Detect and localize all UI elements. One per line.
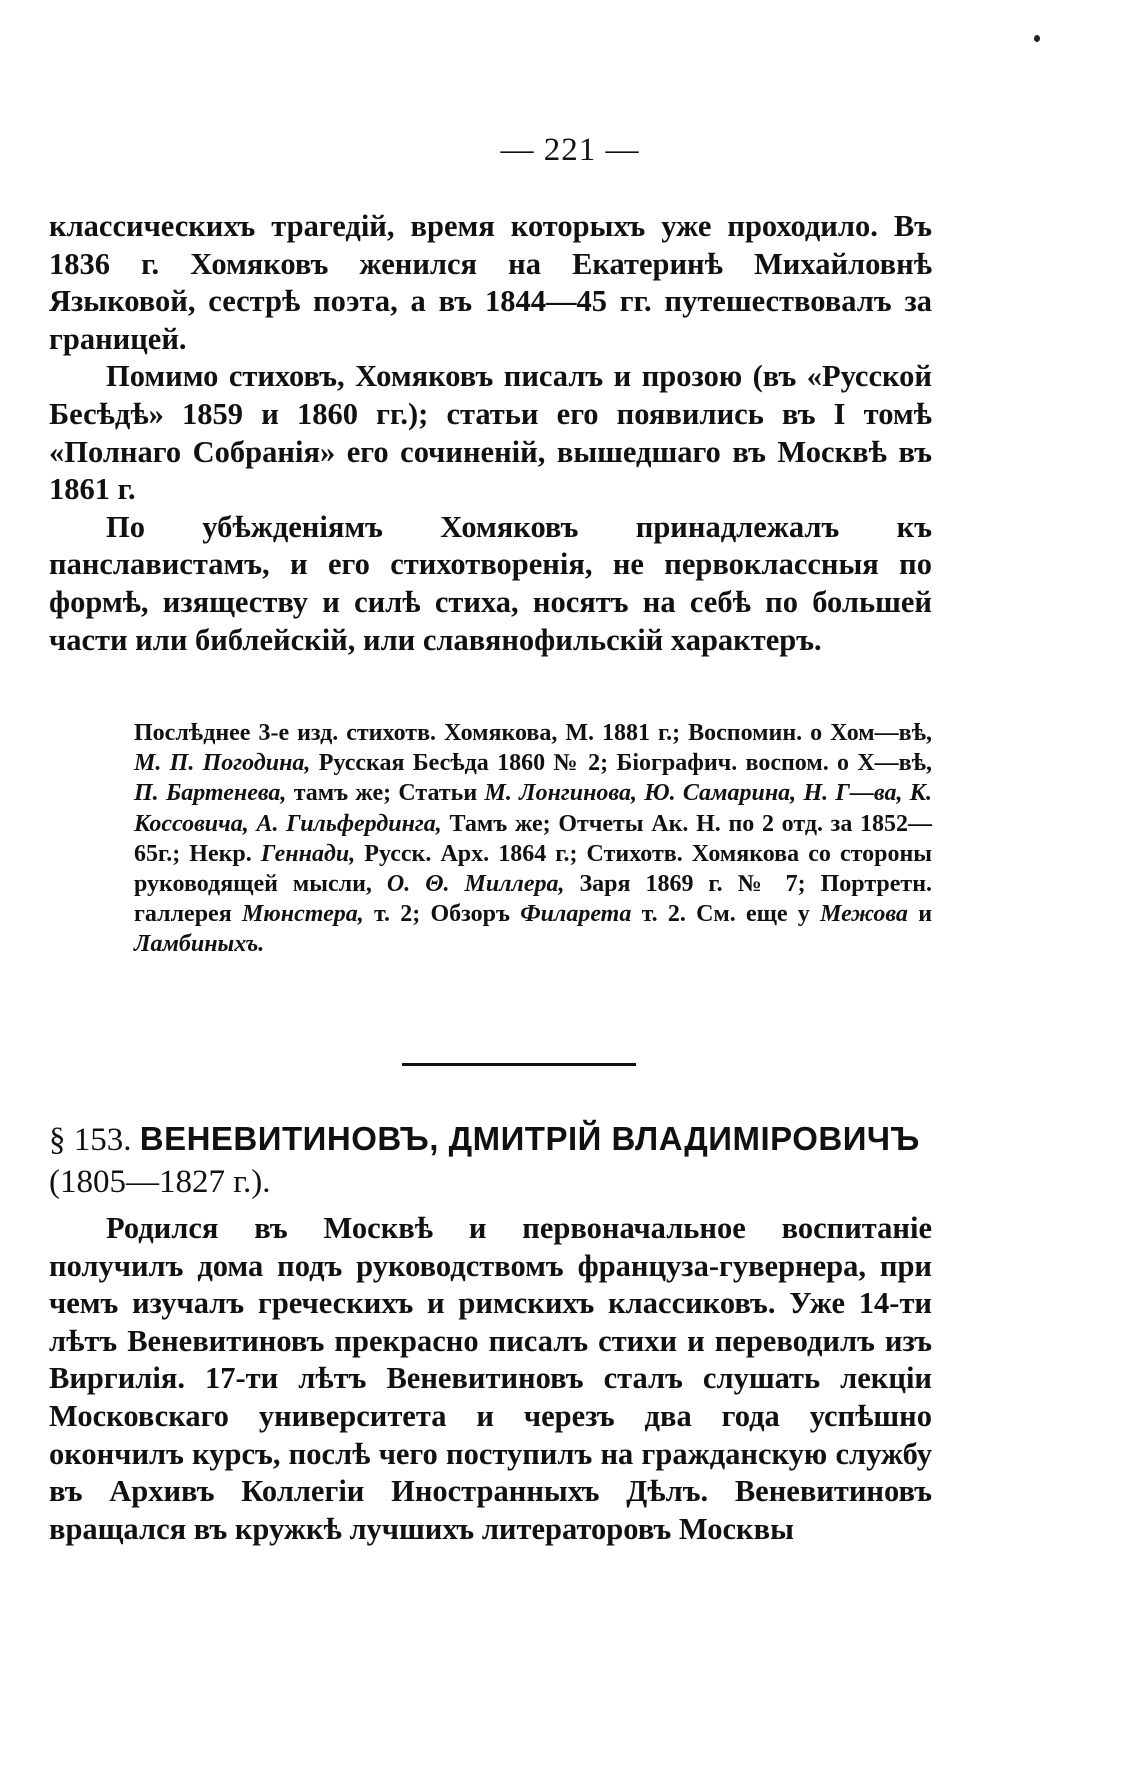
section-title: ВЕНЕВИТИНОВЪ, ДМИТРІЙ ВЛАДИМІРОВИЧЪ xyxy=(139,1120,920,1157)
note-author: Межова xyxy=(820,901,908,928)
note-paragraph xyxy=(134,718,932,960)
note-author: Н. Г—ва, xyxy=(803,780,903,807)
note-author: Геннади, xyxy=(260,840,356,867)
section-number: § 153. xyxy=(49,1122,132,1158)
section-heading xyxy=(49,1118,949,1203)
ink-speck xyxy=(1034,35,1040,42)
note-author: К. Коссовича, xyxy=(134,780,933,837)
note-author: П. Бартенева, xyxy=(134,780,287,807)
note-author: М. Лонгинова, xyxy=(484,780,637,807)
note-text: т. 2; Обзоръ xyxy=(374,901,511,928)
note-author: М. П. Погодина, xyxy=(134,750,311,777)
bibliography-note xyxy=(134,718,932,960)
paragraph-continued: классическихъ трагедій, время которыхъ уже проходило. Въ 1836 г. Хомяковъ женился на Екатеринѣ Михайловнѣ Языковой, сестрѣ поэта, а въ 1844—45 гг. путешествовалъ за границей. xyxy=(49,209,932,356)
note-author: О. Θ. Миллера, xyxy=(386,871,565,898)
note-text: Тамъ же; Отчеты Ак. Н. по 2 отд. за 1852—65г.; Некр. xyxy=(134,810,933,867)
body-text-top xyxy=(49,208,932,659)
note-text: тамъ же; Статьи xyxy=(293,780,478,807)
paragraph: Помимо стиховъ, Хомяковъ писалъ и прозою (въ «Русской Бесѣдѣ» 1859 и 1860 гг.); статьи его появились въ I томѣ «Полнаго Собранія» его сочиненій, вышедшаго въ Москвѣ въ 1861 г. xyxy=(49,359,932,507)
note-text: т. 2. См. еще у xyxy=(641,901,810,928)
note-author: Ю. Самарина, xyxy=(644,780,797,807)
note-text: Заря 1869 г. № 7; Портретн. галлерея xyxy=(134,871,933,928)
note-text: Русская Бесѣда 1860 № 2; Біографич. воспом. о Х—вѣ, xyxy=(318,750,933,777)
note-author: Мюнстера, xyxy=(241,901,364,928)
section-years: (1805—1827 г.). xyxy=(49,1164,271,1200)
paragraph: Родился въ Москвѣ и первоначальное воспитаніе получилъ дома подъ руководствомъ француза-гувернера, при чемъ изучалъ греческихъ и римскихъ классиковъ. Уже 14-ти лѣтъ Веневитиновъ прекрасно писалъ стихи и переводилъ изъ Виргилія. 17-ти лѣтъ Веневитиновъ сталъ слушать лекціи Московскаго университета и черезъ два года успѣшно окончилъ курсъ, послѣ чего поступилъ на гражданскую службу въ Архивъ Коллегіи Иностранныхъ Дѣлъ. Веневитиновъ вращался въ кружкѣ лучшихъ литераторовъ Москвы xyxy=(49,1211,932,1546)
note-text: Послѣднее 3-е изд. стихотв. Хомякова, М. 1881 г.; Воспомин. о Хом—вѣ, xyxy=(134,720,932,746)
note-author: Филарета xyxy=(520,901,632,928)
note-text: Русск. Арх. 1864 г.; Стихотв. Хомякова со стороны руководящей мысли, xyxy=(134,840,933,898)
paragraph: По убѣжденіямъ Хомяковъ принадлежалъ къ панславистамъ, и его стихотворенія, не первоклассныя по формѣ, изяществу и силѣ стиха, носятъ на себѣ по большей части или библейскій, или славянофильскій характеръ. xyxy=(49,509,932,657)
note-author: Ламбиныхъ. xyxy=(134,931,265,958)
note-text: и xyxy=(918,901,933,928)
section-divider xyxy=(402,1063,636,1066)
page-number: — 221 — xyxy=(500,132,640,168)
note-author: А. Гильфердинга, xyxy=(256,810,442,837)
body-text-bottom xyxy=(49,1210,932,1548)
